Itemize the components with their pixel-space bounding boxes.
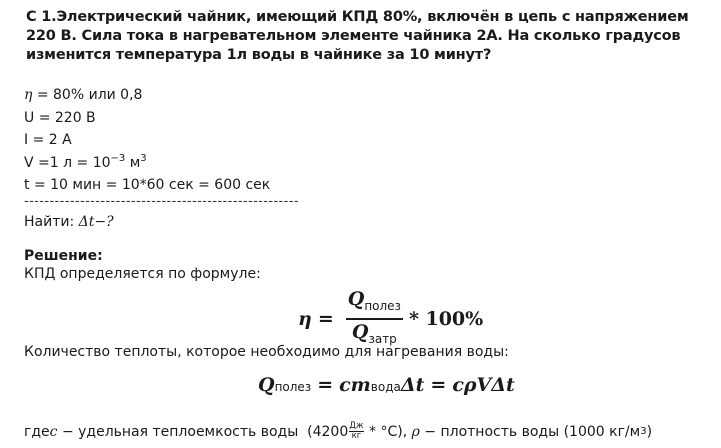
unit-fraction-den: кг: [351, 431, 362, 441]
heat-cm: cm: [339, 374, 371, 396]
divider-line: ------------------------------------------------------: [24, 194, 299, 209]
q-spent: Q: [351, 320, 369, 343]
defs-end: − плотность воды (1000 кг/м: [419, 423, 641, 440]
heat-cm-sub: вода: [370, 380, 401, 394]
efficiency-formula: [298, 288, 483, 350]
fraction-bar: [346, 318, 403, 320]
efficiency-intro: КПД определяется по формуле:: [24, 266, 261, 282]
find-label: Найти:: [24, 214, 79, 230]
heat-q: Q: [258, 374, 275, 396]
find-value: Δt−?: [78, 214, 114, 230]
percent-tail: * 100%: [408, 307, 484, 330]
given-time: t = 10 мин = 10*60 сек = 600 сек: [24, 177, 271, 193]
heat-intro: Количество теплоты, которое необходимо для нагревания воды:: [24, 344, 509, 360]
defs-prefix: где: [24, 423, 50, 440]
heat-q-sub: полез: [274, 380, 312, 394]
heat-rhs: cρVΔt: [452, 374, 515, 396]
given-volume: [24, 152, 270, 175]
defs-c: c: [49, 423, 58, 440]
heat-equals-1: =: [317, 374, 334, 396]
efficiency-fraction: [346, 288, 403, 350]
volume-unit-exponent: 3: [140, 152, 147, 164]
q-useful: Q: [347, 288, 365, 310]
eta-symbol: η: [24, 87, 33, 103]
solution-heading: Решение:: [24, 248, 103, 264]
heat-dt: Δt: [400, 374, 425, 396]
defs-after-frac: * °C),: [364, 423, 412, 440]
definitions-line: где c − удельная теплоемкость воды (4200 $\frac{Дж}{кг}$ * °C), ρ − плотность воды (1000 кг/м 3 ): [24, 421, 653, 441]
equals-sign: =: [317, 307, 334, 330]
heat-equals-2: =: [430, 374, 447, 396]
eta-value: = 80% или 0,8: [32, 87, 143, 103]
unit-fraction: [349, 422, 363, 441]
volume-exponent: −3: [110, 152, 126, 164]
volume-unit: м: [125, 154, 141, 171]
find-line: [24, 214, 114, 230]
fraction-numerator: [346, 288, 403, 317]
eta-lhs: η: [298, 307, 312, 330]
given-efficiency: [24, 84, 270, 107]
volume-prefix: V =1 л = 10: [24, 154, 111, 171]
given-block: [24, 84, 270, 197]
defs-mid: − удельная теплоемкость воды (4200: [57, 423, 349, 440]
unit-fraction-num: Дж: [349, 421, 364, 431]
q-useful-sub: полез: [364, 299, 401, 313]
given-voltage: U = 220 В: [24, 109, 96, 126]
q-spent-sub: затр: [368, 331, 397, 346]
problem-statement: С 1.Электрический чайник, имеющий КПД 80%, включён в цепь с напряжением 220 В. Сила тока в нагревательном элементе чайника 2А. На сколько градусов изменится температура 1л воды в чайнике за 10 минут?: [26, 9, 689, 63]
heat-formula: [258, 374, 515, 396]
defs-rho: ρ: [411, 423, 420, 440]
given-current: I = 2 А: [24, 132, 72, 148]
defs-close: ): [646, 423, 653, 440]
